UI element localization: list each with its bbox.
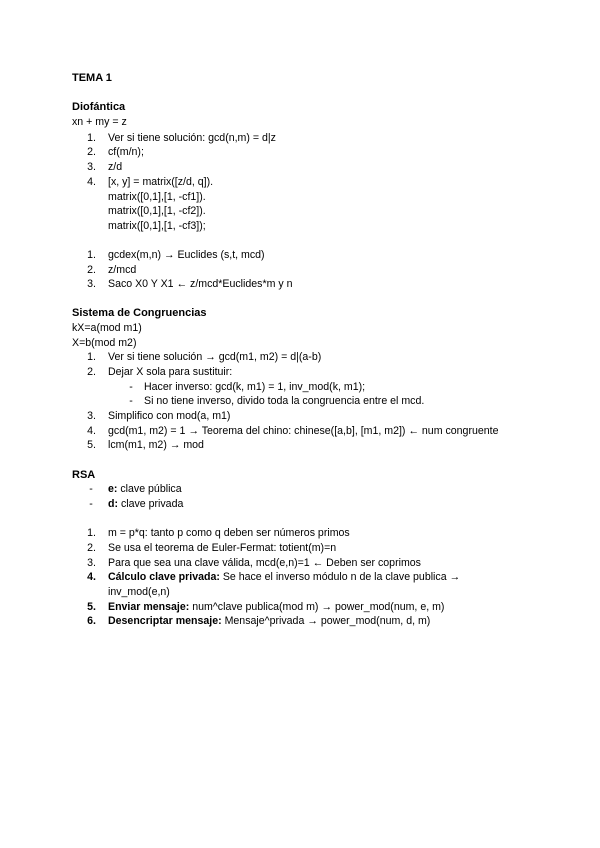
step-text: Mensaje^privada → power_mod(num, d, m) — [221, 615, 431, 627]
bullet-dash: - — [89, 483, 93, 495]
section-heading-rsa: RSA — [72, 469, 96, 481]
list-number: 2. — [87, 366, 96, 378]
matrix-line: matrix([0,1],[1, -cf2]). — [108, 205, 206, 217]
matrix-line: matrix([0,1],[1, -cf3]); — [108, 220, 206, 232]
list-text: Ver si tiene solución → gcd(m1, m2) = d|(a-b) — [108, 351, 322, 363]
list-text: gcd(m1, m2) = 1 → Teorema del chino: chinese([a,b], [m1, m2]) ← num congruente — [108, 425, 499, 437]
list-text: [x, y] = matrix([z/d, q]). — [108, 176, 214, 188]
list-number: 1. — [87, 351, 96, 363]
list-number: 2. — [87, 264, 96, 276]
list-number: 1. — [87, 132, 96, 144]
key-text: clave pública — [117, 483, 182, 495]
list-item-continuation: inv_mod(e,n) — [108, 586, 170, 598]
list-text: cf(m/n); — [108, 146, 144, 158]
list-number: 3. — [87, 278, 96, 290]
list-number: 5. — [87, 601, 96, 613]
step-label: Cálculo clave privada: — [108, 571, 220, 583]
list-text: lcm(m1, m2) → mod — [108, 439, 204, 451]
list-text: Ver si tiene solución: gcd(n,m) = d|z — [108, 132, 276, 144]
section-heading-diofantica: Diofántica — [72, 101, 126, 113]
key-label: d: — [108, 498, 118, 510]
step-text: num^clave publica(mod m) → power_mod(num, e, m) — [189, 601, 445, 613]
list-number: 2. — [87, 146, 96, 158]
key-text: clave privada — [118, 498, 184, 510]
list-text: Para que sea una clave válida, mcd(e,n)=1 ← Deben ser coprimos — [108, 557, 421, 569]
list-number: 4. — [87, 176, 96, 188]
document-title: TEMA 1 — [72, 72, 112, 84]
list-text: Se usa el teorema de Euler-Fermat: totient(m)=n — [108, 542, 337, 554]
list-number: 4. — [87, 425, 96, 437]
list-text: gcdex(m,n) → Euclides (s,t, mcd) — [108, 249, 265, 261]
list-number: 3. — [87, 410, 96, 422]
step-label: Enviar mensaje: — [108, 601, 190, 613]
list-text: Saco X0 Y X1 ← z/mcd*Euclides*m y n — [108, 278, 293, 290]
congruence-equation-1: kX=a(mod m1) — [72, 322, 142, 334]
list-text: Dejar X sola para sustituir: — [108, 366, 233, 378]
matrix-line: matrix([0,1],[1, -cf1]). — [108, 191, 206, 203]
list-number: 3. — [87, 161, 96, 173]
step-text: Se hace el inverso módulo n de la clave publica → — [219, 571, 461, 583]
list-text: z/mcd — [108, 264, 137, 276]
list-text: m = p*q: tanto p como q deben ser números primos — [108, 527, 350, 539]
list-text: Simplifico con mod(a, m1) — [108, 410, 231, 422]
list-number: 3. — [87, 557, 96, 569]
congruence-equation-2: X=b(mod m2) — [72, 337, 137, 349]
sub-list-text: Si no tiene inverso, divido toda la congruencia entre el mcd. — [144, 395, 425, 407]
list-number: 1. — [87, 527, 96, 539]
list-number: 6. — [87, 615, 96, 627]
diofantica-equation: xn + my = z — [72, 116, 127, 128]
bullet-dash: - — [129, 395, 133, 407]
section-heading-congruencias: Sistema de Congruencias — [72, 307, 207, 319]
bullet-dash: - — [89, 498, 93, 510]
key-label: e: — [108, 483, 118, 495]
list-number: 1. — [87, 249, 96, 261]
list-number: 4. — [87, 571, 96, 583]
bullet-dash: - — [129, 381, 133, 393]
list-number: 2. — [87, 542, 96, 554]
list-text: z/d — [108, 161, 123, 173]
step-label: Desencriptar mensaje: — [108, 615, 222, 627]
sub-list-text: Hacer inverso: gcd(k, m1) = 1, inv_mod(k, m1); — [144, 381, 366, 393]
list-number: 5. — [87, 439, 96, 451]
